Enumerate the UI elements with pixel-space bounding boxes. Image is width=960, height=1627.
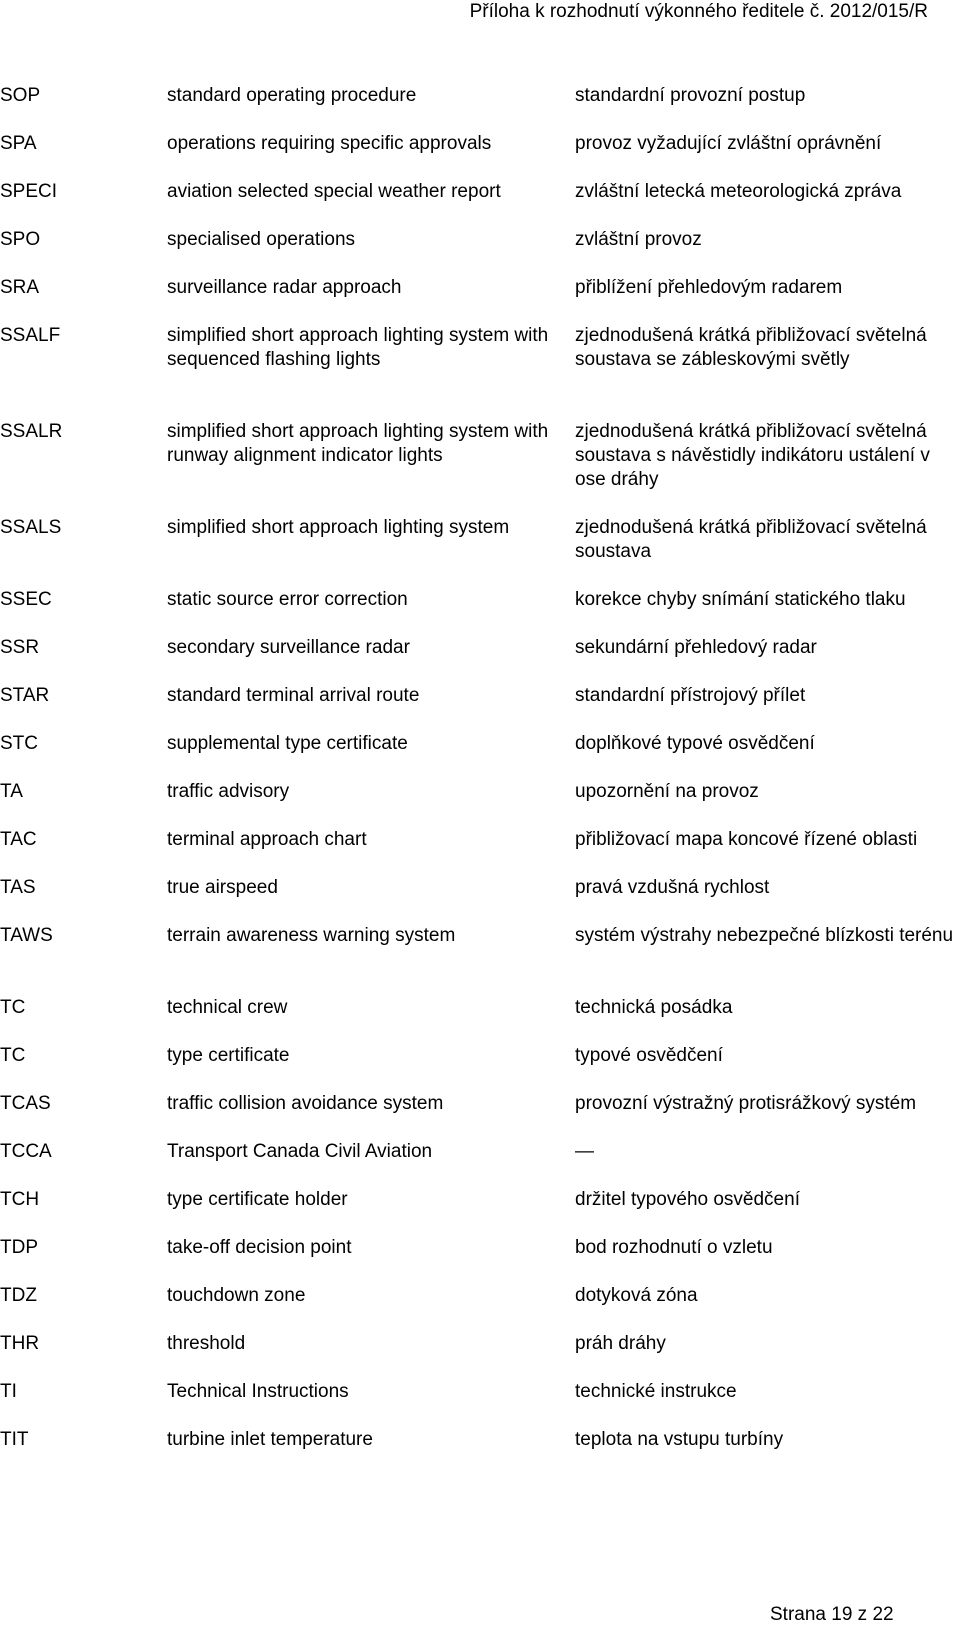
- table-row: [0, 1140, 960, 1188]
- table-row: [0, 732, 960, 780]
- abbreviation-cell: TCCA: [0, 1141, 52, 1162]
- table-row: [0, 1188, 960, 1236]
- english-term-cell: simplified short approach lighting system with runway alignment indicator lights: [167, 421, 549, 466]
- abbreviation-cell: TAS: [0, 877, 36, 898]
- czech-term-cell: provozní výstražný protisrážkový systém: [575, 1093, 917, 1114]
- glossary-table: [0, 84, 960, 1476]
- abbreviation-cell: THR: [0, 1333, 40, 1354]
- table-row: [0, 588, 960, 636]
- english-term-cell: touchdown zone: [167, 1285, 306, 1306]
- english-term-cell: traffic collision avoidance system: [167, 1093, 444, 1114]
- czech-term-cell: držitel typového osvědčení: [575, 1189, 800, 1210]
- abbreviation-cell: SSR: [0, 637, 40, 658]
- czech-term-cell: práh dráhy: [575, 1333, 666, 1354]
- page-number: Strana 19 z 22: [770, 1604, 894, 1625]
- table-row: [0, 1236, 960, 1284]
- english-term-cell: secondary surveillance radar: [167, 637, 410, 658]
- czech-term-cell: zjednodušená krátká přibližovací světelná soustava se zábleskovými světly: [575, 325, 927, 370]
- table-row: [0, 516, 960, 588]
- english-term-cell: static source error correction: [167, 589, 408, 610]
- abbreviation-cell: SSALS: [0, 517, 62, 538]
- table-row: [0, 780, 960, 828]
- english-term-cell: turbine inlet temperature: [167, 1429, 373, 1450]
- english-term-cell: technical crew: [167, 997, 288, 1018]
- abbreviation-cell: SPA: [0, 133, 37, 154]
- czech-term-cell: typové osvědčení: [575, 1045, 723, 1066]
- table-row: [0, 876, 960, 924]
- czech-term-cell: doplňkové typové osvědčení: [575, 733, 815, 754]
- table-row: [0, 1380, 960, 1428]
- czech-term-cell: technická posádka: [575, 997, 733, 1018]
- english-term-cell: simplified short approach lighting system: [167, 517, 510, 538]
- english-term-cell: supplemental type certificate: [167, 733, 408, 754]
- czech-term-cell: přibližovací mapa koncové řízené oblasti: [575, 829, 918, 850]
- table-row: [0, 180, 960, 228]
- abbreviation-cell: STC: [0, 733, 38, 754]
- abbreviation-cell: SRA: [0, 277, 40, 298]
- czech-term-cell: standardní provozní postup: [575, 85, 806, 106]
- page-header: Příloha k rozhodnutí výkonného ředitele č. 2012/015/R: [469, 1, 928, 22]
- english-term-cell: type certificate holder: [167, 1189, 348, 1210]
- english-term-cell: standard operating procedure: [167, 85, 417, 106]
- english-term-cell: Transport Canada Civil Aviation: [167, 1141, 433, 1162]
- table-row: [0, 1428, 960, 1476]
- english-term-cell: surveillance radar approach: [167, 277, 402, 298]
- czech-term-cell: zjednodušená krátká přibližovací světelná soustava s návěstidly indikátoru ustálení v ose dráhy: [575, 421, 930, 490]
- english-term-cell: specialised operations: [167, 229, 356, 250]
- abbreviation-cell: TAC: [0, 829, 37, 850]
- english-term-cell: type certificate: [167, 1045, 290, 1066]
- english-term-cell: standard terminal arrival route: [167, 685, 420, 706]
- abbreviation-cell: SOP: [0, 85, 41, 106]
- abbreviation-cell: TCAS: [0, 1093, 51, 1114]
- abbreviation-cell: TCH: [0, 1189, 40, 1210]
- table-row: [0, 828, 960, 876]
- abbreviation-cell: SSALF: [0, 325, 61, 346]
- table-row: [0, 228, 960, 276]
- czech-term-cell: pravá vzdušná rychlost: [575, 877, 770, 898]
- czech-term-cell: přiblížení přehledovým radarem: [575, 277, 843, 298]
- czech-term-cell: standardní přístrojový přílet: [575, 685, 806, 706]
- abbreviation-cell: SSEC: [0, 589, 52, 610]
- english-term-cell: threshold: [167, 1333, 246, 1354]
- english-term-cell: traffic advisory: [167, 781, 290, 802]
- table-row: [0, 276, 960, 324]
- english-term-cell: aviation selected special weather report: [167, 181, 501, 202]
- abbreviation-cell: TAWS: [0, 925, 53, 946]
- english-term-cell: terrain awareness warning system: [167, 925, 456, 946]
- czech-term-cell: korekce chyby snímání statického tlaku: [575, 589, 906, 610]
- abbreviation-cell: TA: [0, 781, 23, 802]
- czech-term-cell: provoz vyžadující zvláštní oprávnění: [575, 133, 882, 154]
- table-row: [0, 324, 960, 420]
- table-row: [0, 684, 960, 732]
- abbreviation-cell: TDZ: [0, 1285, 37, 1306]
- table-row: [0, 924, 960, 996]
- czech-term-cell: —: [575, 1141, 594, 1162]
- english-term-cell: take-off decision point: [167, 1237, 352, 1258]
- english-term-cell: simplified short approach lighting system with sequenced flashing lights: [167, 325, 549, 370]
- czech-term-cell: zvláštní letecká meteorologická zpráva: [575, 181, 902, 202]
- czech-term-cell: bod rozhodnutí o vzletu: [575, 1237, 773, 1258]
- english-term-cell: operations requiring specific approvals: [167, 133, 492, 154]
- table-row: [0, 420, 960, 516]
- czech-term-cell: systém výstrahy nebezpečné blízkosti terénu: [575, 925, 954, 946]
- czech-term-cell: dotyková zóna: [575, 1285, 698, 1306]
- table-row: [0, 1044, 960, 1092]
- table-row: [0, 84, 960, 132]
- czech-term-cell: zvláštní provoz: [575, 229, 702, 250]
- czech-term-cell: zjednodušená krátká přibližovací světelná soustava: [575, 517, 927, 562]
- abbreviation-cell: TI: [0, 1381, 17, 1402]
- table-row: [0, 996, 960, 1044]
- abbreviation-cell: STAR: [0, 685, 50, 706]
- czech-term-cell: sekundární přehledový radar: [575, 637, 817, 658]
- czech-term-cell: technické instrukce: [575, 1381, 737, 1402]
- abbreviation-cell: SPECI: [0, 181, 58, 202]
- czech-term-cell: upozornění na provoz: [575, 781, 759, 802]
- english-term-cell: Technical Instructions: [167, 1381, 349, 1402]
- abbreviation-cell: SSALR: [0, 421, 63, 442]
- czech-term-cell: teplota na vstupu turbíny: [575, 1429, 784, 1450]
- table-row: [0, 1284, 960, 1332]
- english-term-cell: terminal approach chart: [167, 829, 367, 850]
- abbreviation-cell: SPO: [0, 229, 41, 250]
- table-row: [0, 1092, 960, 1140]
- abbreviation-cell: TIT: [0, 1429, 29, 1450]
- english-term-cell: true airspeed: [167, 877, 278, 898]
- abbreviation-cell: TC: [0, 997, 26, 1018]
- table-row: [0, 1332, 960, 1380]
- abbreviation-cell: TC: [0, 1045, 26, 1066]
- abbreviation-cell: TDP: [0, 1237, 38, 1258]
- table-row: [0, 132, 960, 180]
- table-row: [0, 636, 960, 684]
